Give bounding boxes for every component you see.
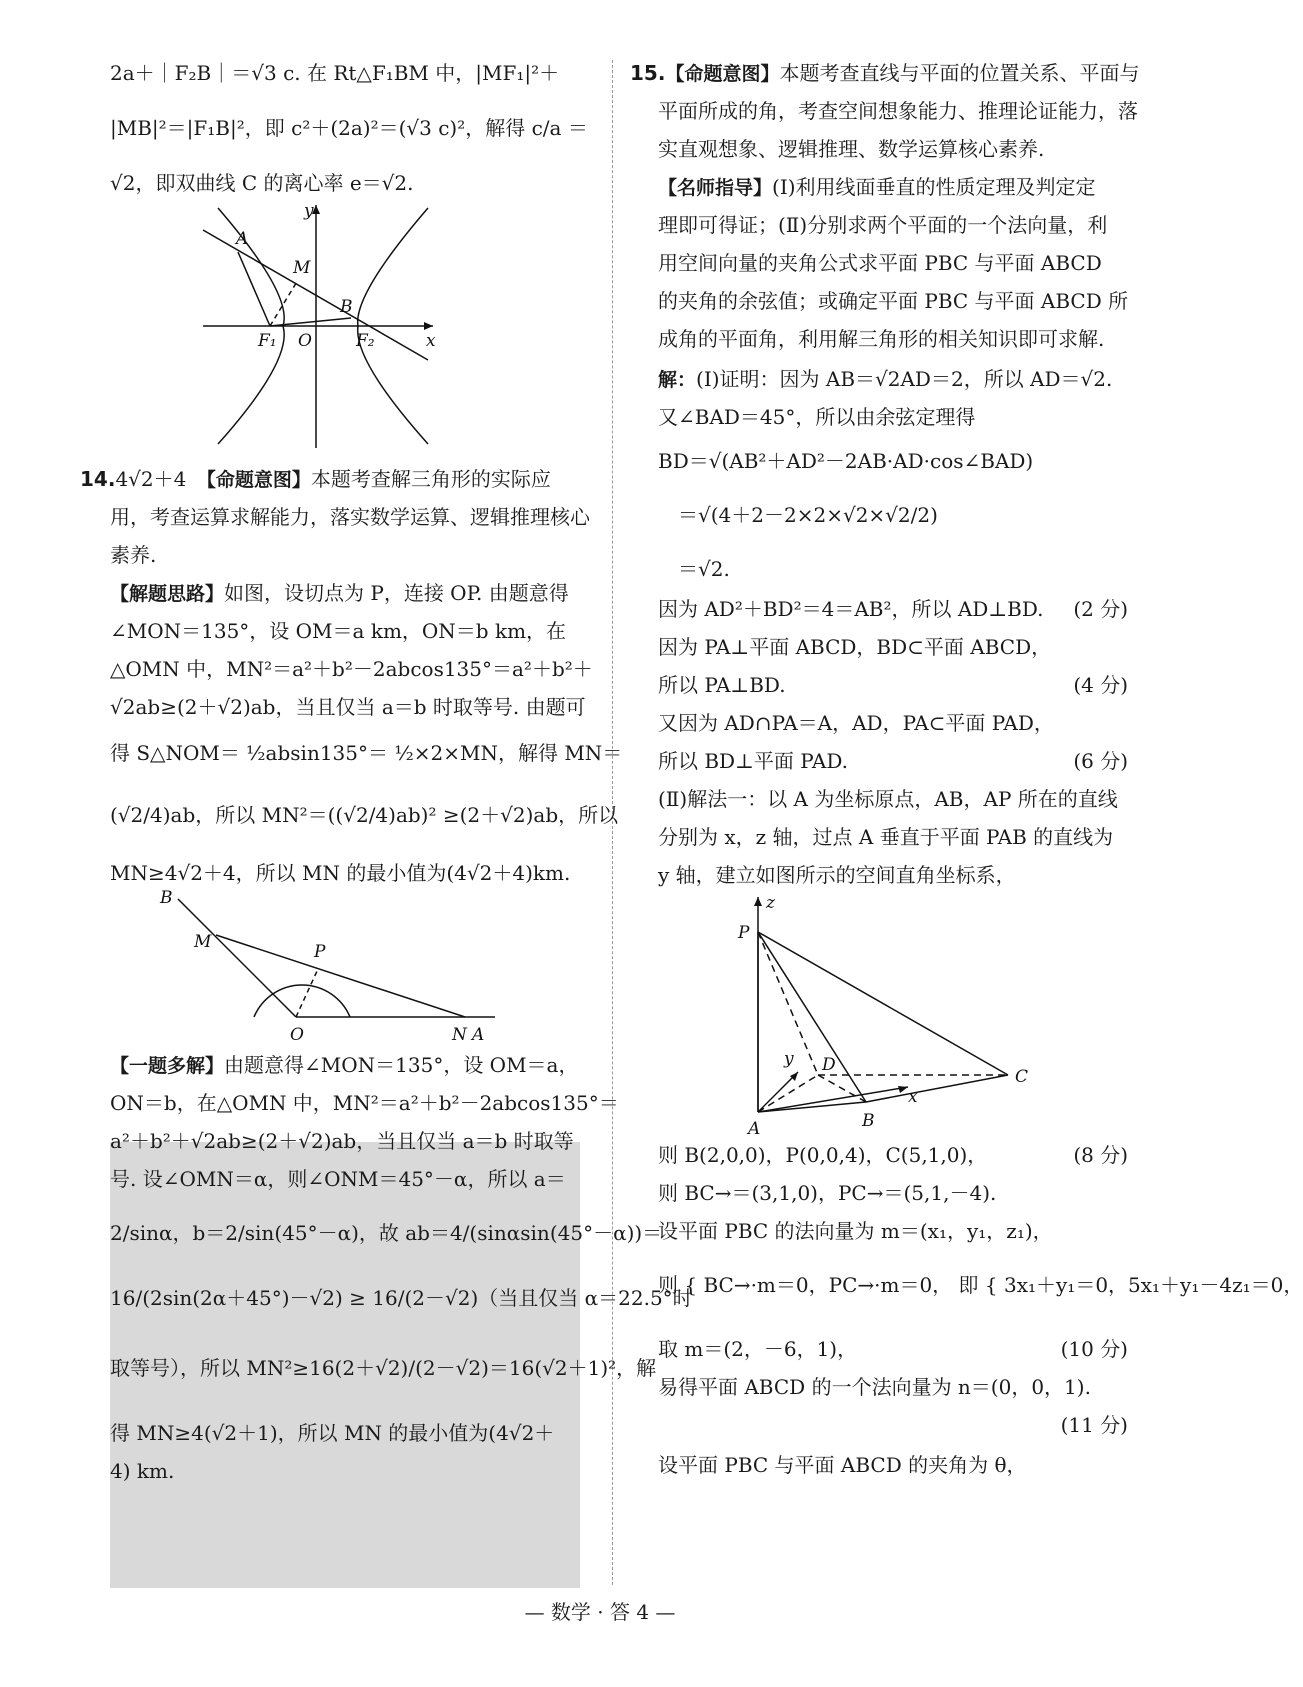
text-line: |MB|²＝|F₁B|²，即 c²＋(2a)²＝(√3 c)²，解得 c/a ＝ — [110, 116, 588, 140]
label: y — [784, 1049, 794, 1069]
text-line: √2，即双曲线 C 的离心率 e＝√2. — [110, 171, 414, 195]
label: B — [862, 1111, 875, 1131]
text-line: 成角的平面角，利用解三角形的相关知识即可求解. — [658, 327, 1105, 351]
step-text: 则 B(2,0,0)，P(0,0,4)，C(5,1,0)， — [658, 1143, 988, 1167]
step-text: 所以 BD⊥平面 PAD. — [658, 749, 848, 773]
text-line: 得 S△NOM＝ ½absin135°＝ ½×2×MN，解得 MN＝ — [110, 741, 623, 765]
text-line: 平面所成的角，考查空间想象能力、推理论证能力，落 — [658, 99, 1138, 123]
label: x — [908, 1087, 918, 1107]
q14-answer: 4√2＋4 — [115, 467, 207, 491]
label: A — [472, 1025, 485, 1045]
label: y — [304, 201, 314, 221]
text-line: (√2/4)ab，所以 MN²＝((√2/4)ab)² ≥(2＋√2)ab，所以 — [110, 803, 619, 827]
score: (11 分) — [1060, 1413, 1128, 1437]
multi-first — [110, 1052, 578, 1079]
think-first — [110, 580, 569, 607]
label: C — [1015, 1067, 1029, 1087]
score: (6 分) — [1073, 749, 1128, 773]
text-line: ∠MON＝135°，设 OM＝a km，ON＝b km，在 — [110, 619, 567, 643]
step-text: y 轴，建立如图所示的空间直角坐标系， — [658, 863, 1016, 887]
label: F₁ — [258, 331, 277, 351]
label: D — [822, 1055, 836, 1075]
label: A — [748, 1119, 761, 1139]
text-line: 又∠BAD＝45°，所以由余弦定理得 — [658, 405, 976, 429]
q14-intro: 本题考查解三角形的实际应 — [310, 467, 551, 491]
sol-first — [658, 366, 1112, 393]
label: M — [194, 932, 212, 952]
text-line: 用，考查运算求解能力，落实数学运算、逻辑推理核心 — [110, 505, 590, 529]
label: N — [452, 1025, 467, 1045]
label: P — [314, 942, 326, 962]
step-line — [658, 672, 1128, 698]
step-text: 则 BC→＝(3,1,0)，PC→＝(5,1,－4). — [658, 1181, 997, 1205]
text-line: ＝√2. — [658, 557, 730, 581]
text-line: 2a＋｜F₂B｜＝√3 c. 在 Rt△F₁BM 中，|MF₁|²＋ — [110, 61, 560, 85]
q15-header — [630, 60, 1139, 87]
text-line: 2/sinα，b＝2/sin(45°－α)，故 ab＝4/(sinαsin(45°－α))＝ — [110, 1221, 663, 1245]
step-text: 所以 PA⊥BD. — [658, 673, 786, 697]
text-line: (Ⅰ)证明：因为 AB＝√2AD＝2，所以 AD＝√2. — [696, 367, 1113, 391]
step-line — [658, 1336, 1128, 1362]
step-line — [658, 862, 1128, 888]
q15-tag: 【命题意图】 — [665, 63, 780, 85]
q15-number: 15. — [630, 61, 666, 85]
page-footer: — 数学 · 答 4 — — [524, 1600, 676, 1624]
text-line: 得 MN≥4(√2＋1)，所以 MN 的最小值为(4√2＋ — [110, 1421, 555, 1445]
step-line — [658, 1452, 1128, 1478]
text-line: 的夹角的余弦值；或确定平面 PBC 与平面 ABCD 所 — [658, 289, 1129, 313]
score: (2 分) — [1073, 597, 1128, 621]
text-line: (Ⅰ)利用线面垂直的性质定理及判定定 — [772, 175, 1096, 199]
text-line: 本题考查直线与平面的位置关系、平面与 — [779, 61, 1140, 85]
step-line — [658, 1142, 1128, 1168]
multi-tag: 【一题多解】 — [110, 1055, 225, 1077]
label: x — [426, 331, 436, 351]
text-line: MN≥4√2＋4，所以 MN 的最小值为(4√2＋4)km. — [110, 861, 571, 885]
text-line: ＝√(4＋2－2×2×√2×√2/2) — [658, 503, 938, 527]
think-tag: 【解题思路】 — [110, 583, 225, 605]
text-line: BD＝√(AB²＋AD²－2AB·AD·cos∠BAD) — [658, 449, 1034, 473]
step-line — [658, 634, 1128, 660]
step-text: 因为 PA⊥平面 ABCD，BD⊂平面 ABCD， — [658, 635, 1052, 659]
step-line — [658, 1374, 1128, 1400]
step-line — [658, 1218, 1128, 1244]
step-line — [658, 824, 1128, 850]
pyramid-figure — [718, 892, 1038, 1157]
step-line — [658, 786, 1128, 812]
text-line: 4) km. — [110, 1459, 175, 1483]
step-line — [658, 1180, 1128, 1206]
label: O — [290, 1025, 304, 1045]
text-line: 如图，设切点为 P，连接 OP. 由题意得 — [224, 581, 569, 605]
step-line — [658, 710, 1128, 736]
text-line: √2ab≥(2＋√2)ab，当且仅当 a＝b 时取等号. 由题可 — [110, 695, 586, 719]
step-text: 易得平面 ABCD 的一个法向量为 n＝(0，0，1). — [658, 1375, 1091, 1399]
step-text: 设平面 PBC 与平面 ABCD 的夹角为 θ， — [658, 1453, 1027, 1477]
label: P — [738, 923, 750, 943]
label: A — [236, 229, 249, 249]
text-line: ON＝b，在△OMN 中，MN²＝a²＋b²－2abcos135°＝ — [110, 1091, 619, 1115]
step-line — [658, 1272, 1303, 1298]
text-line: 由题意得∠MON＝135°，设 OM＝a， — [224, 1053, 579, 1077]
guide-first — [658, 174, 1096, 201]
step-text: 分别为 x，z 轴，过点 A 垂直于平面 PAB 的直线为 — [658, 825, 1114, 849]
text-line: 用空间向量的夹角公式求平面 PBC 与平面 ABCD — [658, 251, 1102, 275]
step-line — [658, 748, 1128, 774]
step-text: 设平面 PBC 的法向量为 m＝(x₁，y₁，z₁)， — [658, 1219, 1053, 1243]
text-line: 取等号），所以 MN²≥16(2＋√2)/(2－√2)＝16(√2＋1)²，解 — [110, 1356, 657, 1380]
text-line: a²＋b²＋√2ab≥(2＋√2)ab，当且仅当 a＝b 时取等 — [110, 1129, 574, 1153]
text-line: 理即可得证；(Ⅱ)分别求两个平面的一个法向量，利 — [658, 213, 1108, 237]
label: B — [160, 888, 173, 908]
text-line: 号. 设∠OMN＝α，则∠ONM＝45°－α，所以 a＝ — [110, 1167, 566, 1191]
text-line: 素养. — [110, 543, 157, 567]
score: (10 分) — [1060, 1337, 1128, 1361]
step-text: 因为 AD²＋BD²＝4＝AB²，所以 AD⊥BD. — [658, 597, 1044, 621]
label: M — [293, 258, 311, 278]
label: B — [340, 297, 353, 317]
step-text: (Ⅱ)解法一：以 A 为坐标原点，AB，AP 所在的直线 — [658, 787, 1118, 811]
step-line — [658, 596, 1128, 622]
q14-number: 14. — [80, 467, 116, 491]
q14-tag: 【命题意图】 — [206, 469, 311, 491]
q14-header — [80, 466, 551, 493]
text-line: △OMN 中，MN²＝a²＋b²－2abcos135°＝a²＋b²＋ — [110, 657, 593, 681]
guide-tag: 【名师指导】 — [658, 177, 773, 199]
text-line: 实直观想象、逻辑推理、数学运算核心素养. — [658, 137, 1045, 161]
label: F₂ — [356, 331, 375, 351]
label: O — [298, 331, 312, 351]
sol-tag: 解： — [658, 369, 697, 391]
text-line: 16/(2sin(2α＋45°)－√2) ≥ 16/(2－√2)（当且仅当 α＝22.5°时 — [110, 1286, 693, 1310]
tangent-figure — [150, 885, 510, 1050]
score: (8 分) — [1073, 1143, 1128, 1167]
step-text: 则 { BC→·m＝0，PC→·m＝0， 即 { 3x₁＋y₁＝0，5x₁＋y₁－4z₁＝0， — [658, 1273, 1303, 1297]
step-text: 取 m＝(2，－6，1)， — [658, 1337, 858, 1361]
step-text: 又因为 AD∩PA＝A，AD，PA⊂平面 PAD， — [658, 711, 1054, 735]
label: z — [766, 893, 775, 913]
score: (4 分) — [1073, 673, 1128, 697]
hyperbola-figure — [198, 200, 448, 455]
